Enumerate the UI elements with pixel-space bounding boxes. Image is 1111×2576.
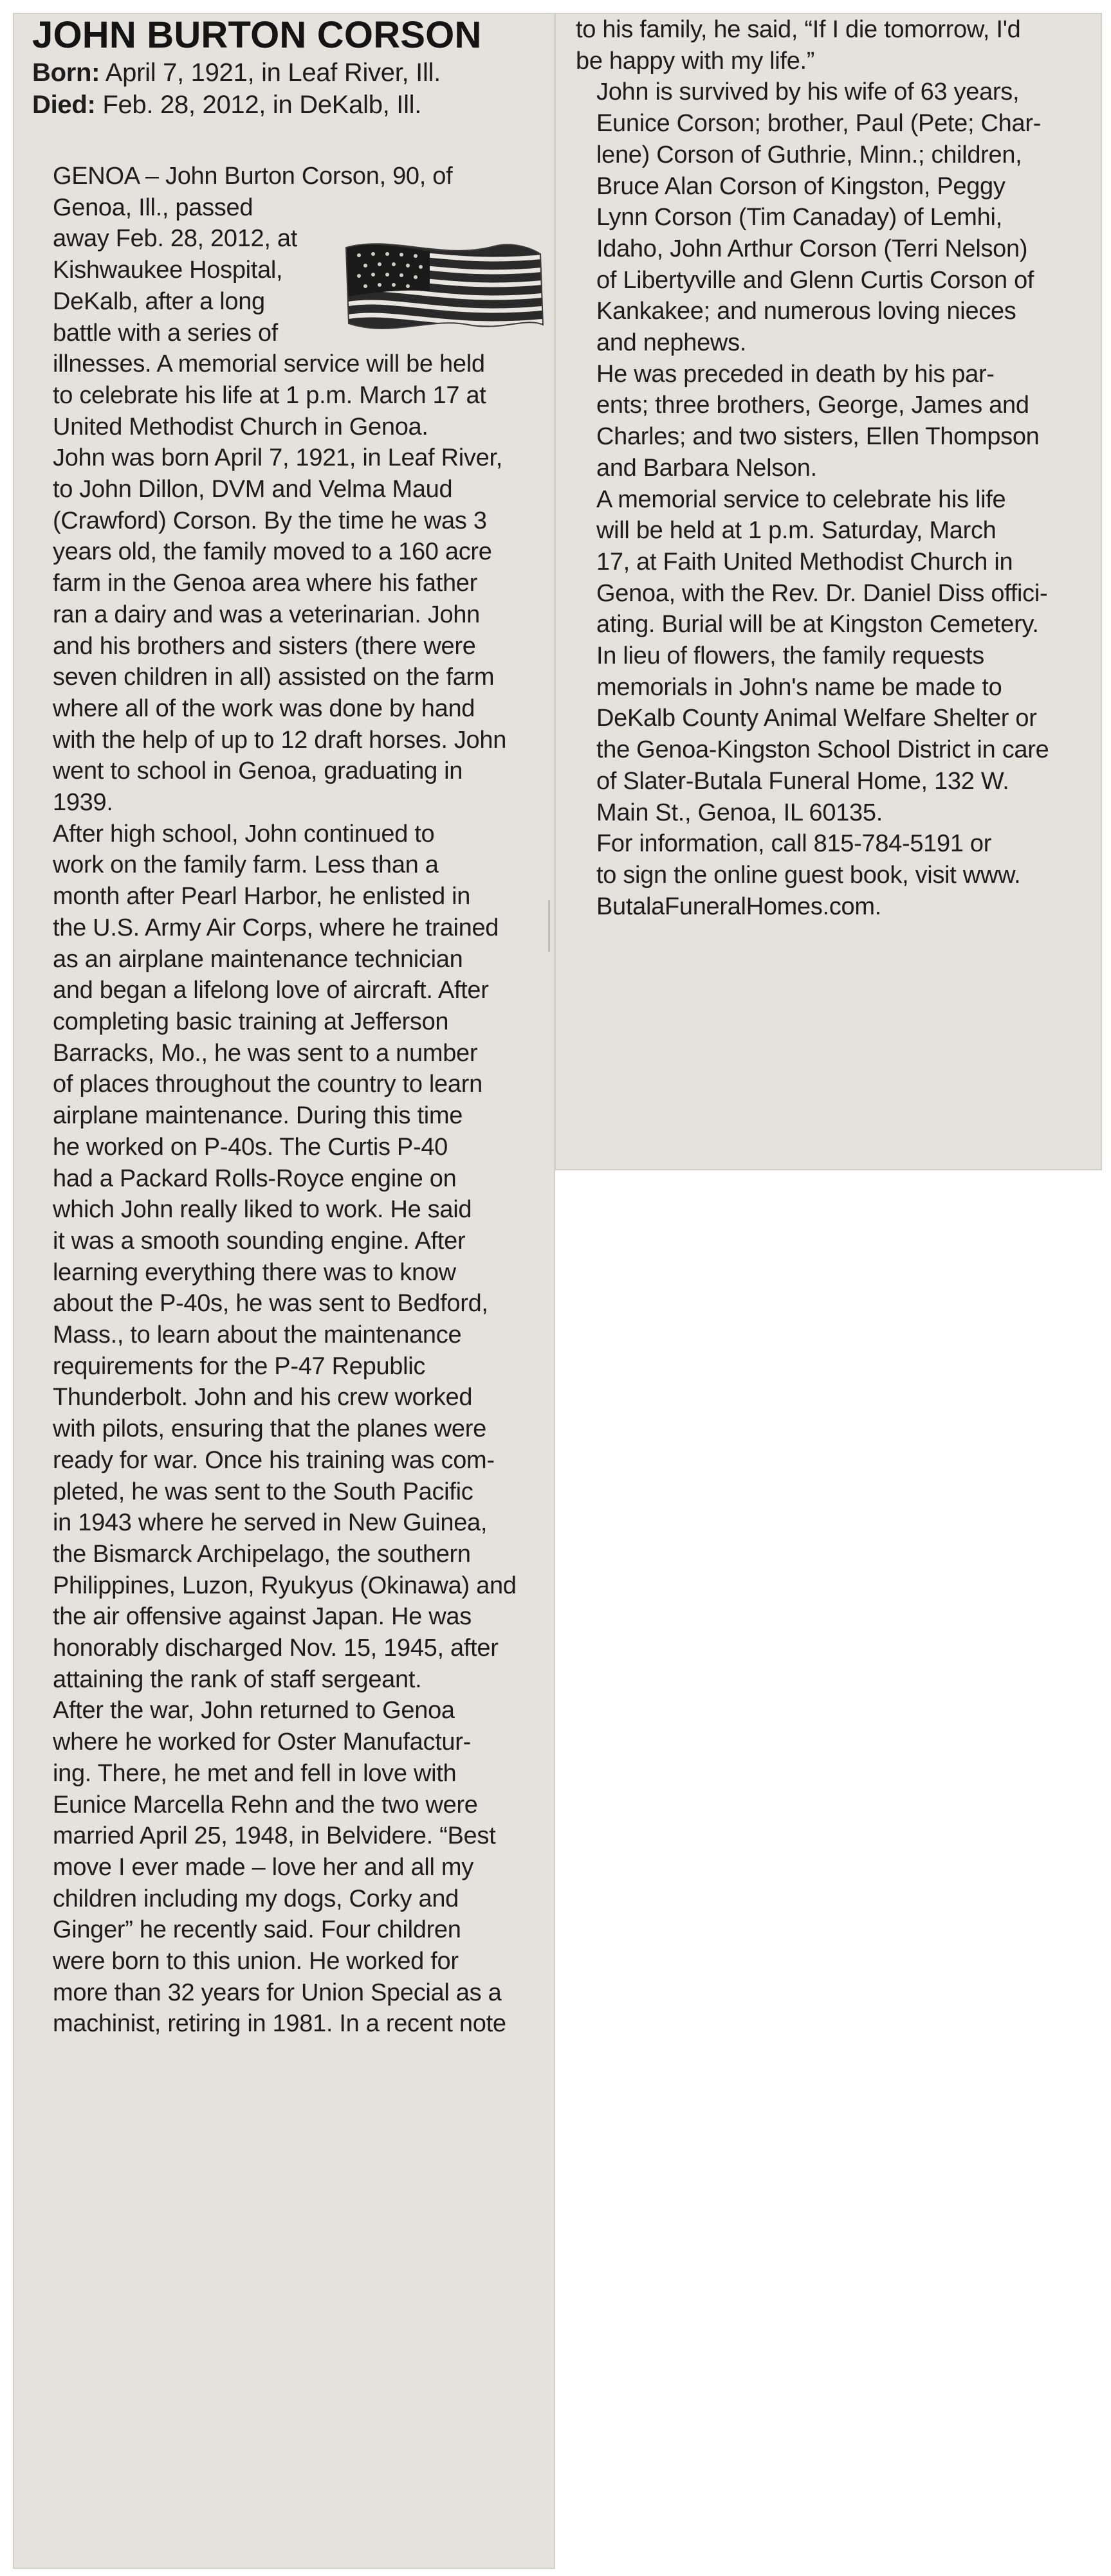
born-line xyxy=(32,57,540,89)
text-line: In lieu of flowers, the family requests xyxy=(596,642,984,670)
text-line: and began a lifelong love of aircraft. After xyxy=(53,977,489,1004)
text-line: Kankakee; and numerous loving nieces xyxy=(596,298,1016,325)
text-line: (Crawford) Corson. By the time he was 3 xyxy=(53,507,487,534)
text-line: to John Dillon, DVM and Velma Maud xyxy=(53,476,453,503)
obituary-paragraph xyxy=(576,828,1090,922)
text-line: where he worked for Oster Manufactur- xyxy=(53,1728,471,1756)
text-line: DeKalb County Animal Welfare Shelter or xyxy=(596,705,1037,732)
text-line: he worked on P-40s. The Curtis P-40 xyxy=(53,1133,448,1161)
text-line: ents; three brothers, George, James and xyxy=(596,392,1029,419)
text-line: seven children in all) assisted on the farm xyxy=(53,664,495,691)
died-label: Died: xyxy=(32,91,96,119)
obituary-headline: JOHN BURTON CORSON xyxy=(32,14,482,56)
text-line: were born to this union. He worked for xyxy=(53,1948,459,1975)
text-line: and nephews. xyxy=(596,329,747,357)
text-line: as an airplane maintenance technician xyxy=(53,945,463,973)
obituary-left-column xyxy=(32,14,540,2040)
paper-fold-line xyxy=(548,900,550,952)
text-line: years old, the family moved to a 160 acre xyxy=(53,538,492,566)
text-line: which John really liked to work. He said xyxy=(53,1196,472,1224)
obituary-paragraph xyxy=(32,1695,540,2040)
died-line xyxy=(32,89,540,121)
text-line: Lynn Corson (Tim Canaday) of Lemhi, xyxy=(596,204,1002,231)
text-line: Barracks, Mo., he was sent to a number xyxy=(53,1039,478,1067)
text-line: He was preceded in death by his par- xyxy=(596,360,995,388)
text-line: airplane maintenance. During this time xyxy=(53,1102,463,1130)
obituary-paragraph xyxy=(576,640,1090,828)
text-line: Thunderbolt. John and his crew worked xyxy=(53,1384,473,1411)
text-line: will be held at 1 p.m. Saturday, March xyxy=(596,517,996,545)
text-line: GENOA – John Burton Corson, 90, of xyxy=(53,163,453,190)
obituary-body-left xyxy=(32,161,540,2040)
text-line: the Genoa-Kingston School District in care xyxy=(596,736,1049,764)
text-line: move I ever made – love her and all my xyxy=(53,1853,473,1881)
text-line: ButalaFuneralHomes.com. xyxy=(596,893,881,920)
text-line: Genoa, Ill., passed xyxy=(53,194,253,221)
text-line: and Barbara Nelson. xyxy=(596,454,817,482)
text-line: ating. Burial will be at Kingston Cemetery. xyxy=(596,611,1039,639)
obituary-body-right xyxy=(576,14,1090,922)
text-line: where all of the work was done by hand xyxy=(53,694,475,722)
obituary-paragraph xyxy=(576,359,1090,484)
text-line: illnesses. A memorial service will be held xyxy=(53,350,485,378)
text-line: John was born April 7, 1921, in Leaf River, xyxy=(53,444,502,472)
text-line: Genoa, with the Rev. Dr. Daniel Diss offici- xyxy=(596,579,1048,607)
text-line: Bruce Alan Corson of Kingston, Peggy xyxy=(596,172,1005,200)
text-line: ready for war. Once his training was com- xyxy=(53,1446,495,1474)
obituary-paragraph xyxy=(576,14,1090,77)
obituary-paragraph xyxy=(576,77,1090,358)
text-line: Mass., to learn about the maintenance xyxy=(53,1321,462,1349)
text-line: learning everything there was to know xyxy=(53,1258,456,1286)
obituary-paragraph xyxy=(32,442,540,818)
text-line: it was a smooth sounding engine. After xyxy=(53,1227,466,1255)
text-line: Philippines, Luzon, Ryukyus (Okinawa) and xyxy=(53,1572,517,1599)
text-line: more than 32 years for Union Special as a xyxy=(53,1979,502,2006)
text-line: month after Pearl Harbor, he enlisted in xyxy=(53,883,471,911)
text-line: children including my dogs, Corky and xyxy=(53,1885,459,1912)
text-line: be happy with my life.” xyxy=(576,47,815,75)
obituary-right-column xyxy=(576,14,1090,922)
text-line: ing. There, he met and fell in love with xyxy=(53,1759,457,1787)
text-line: Charles; and two sisters, Ellen Thompson xyxy=(596,423,1040,451)
text-line: 17, at Faith United Methodist Church in xyxy=(596,548,1013,576)
text-line: the air offensive against Japan. He was xyxy=(53,1603,472,1631)
text-line: of Libertyville and Glenn Curtis Corson of xyxy=(596,266,1034,294)
text-line: completing basic training at Jefferson xyxy=(53,1008,449,1035)
text-line: to celebrate his life at 1 p.m. March 17 at xyxy=(53,381,486,409)
text-line: Eunice Marcella Rehn and the two were xyxy=(53,1791,478,1819)
text-line: Eunice Corson; brother, Paul (Pete; Char- xyxy=(596,110,1042,138)
died-value: Feb. 28, 2012, in DeKalb, Ill. xyxy=(95,91,422,119)
obituary-paragraph xyxy=(32,161,540,442)
text-line: of Slater-Butala Funeral Home, 132 W. xyxy=(596,767,1009,795)
text-line: the Bismarck Archipelago, the southern xyxy=(53,1540,471,1568)
text-line: battle with a series of xyxy=(53,319,279,347)
text-line: ran a dairy and was a veterinarian. John xyxy=(53,601,480,628)
text-line: and his brothers and sisters (there were xyxy=(53,632,476,660)
born-value: April 7, 1921, in Leaf River, Ill. xyxy=(100,59,441,87)
text-line: Main St., Genoa, IL 60135. xyxy=(596,799,883,826)
text-line: had a Packard Rolls-Royce engine on xyxy=(53,1165,457,1192)
born-label: Born: xyxy=(32,59,100,87)
text-line: A memorial service to celebrate his life xyxy=(596,485,1006,513)
text-line: attaining the rank of staff sergeant. xyxy=(53,1665,422,1693)
text-line: United Methodist Church in Genoa. xyxy=(53,413,428,440)
text-line: about the P-40s, he was sent to Bedford, xyxy=(53,1290,488,1318)
text-line: pleted, he was sent to the South Pacific xyxy=(53,1478,473,1505)
text-line: After the war, John returned to Genoa xyxy=(53,1697,455,1725)
text-line: farm in the Genoa area where his father xyxy=(53,570,477,597)
text-line: After high school, John continued to xyxy=(53,820,435,848)
text-line: to his family, he said, “If I die tomorrow, I'd xyxy=(576,16,1021,43)
text-line: in 1943 where he served in New Guinea, xyxy=(53,1509,488,1537)
text-line: married April 25, 1948, in Belvidere. “Best xyxy=(53,1822,496,1850)
text-line: went to school in Genoa, graduating in xyxy=(53,757,463,785)
obituary-paragraph xyxy=(576,484,1090,641)
text-line: memorials in John's name be made to xyxy=(596,673,1002,701)
text-line: to sign the online guest book, visit www. xyxy=(596,861,1021,889)
text-line: the U.S. Army Air Corps, where he trained xyxy=(53,914,499,941)
text-line: away Feb. 28, 2012, at xyxy=(53,225,297,253)
text-line: work on the family farm. Less than a xyxy=(53,851,439,879)
text-line: Idaho, John Arthur Corson (Terri Nelson) xyxy=(596,235,1028,262)
obituary-paragraph xyxy=(32,819,540,1696)
text-line: DeKalb, after a long xyxy=(53,287,265,315)
text-line: Kishwaukee Hospital, xyxy=(53,257,283,284)
text-line: John is survived by his wife of 63 years, xyxy=(596,78,1020,106)
text-line: of places throughout the country to learn xyxy=(53,1071,482,1098)
text-line: honorably discharged Nov. 15, 1945, after xyxy=(53,1635,499,1662)
text-line: 1939. xyxy=(53,789,113,817)
text-line: with the help of up to 12 draft horses. John xyxy=(53,726,507,754)
text-line: with pilots, ensuring that the planes were xyxy=(53,1415,486,1443)
text-line: For information, call 815-784-5191 or xyxy=(596,830,992,858)
text-line: requirements for the P-47 Republic xyxy=(53,1352,426,1380)
text-line: Ginger” he recently said. Four children xyxy=(53,1916,461,1944)
text-line: machinist, retiring in 1981. In a recent note xyxy=(53,2010,506,2038)
american-flag-icon xyxy=(340,235,546,338)
text-line: lene) Corson of Guthrie, Minn.; children, xyxy=(596,141,1022,168)
